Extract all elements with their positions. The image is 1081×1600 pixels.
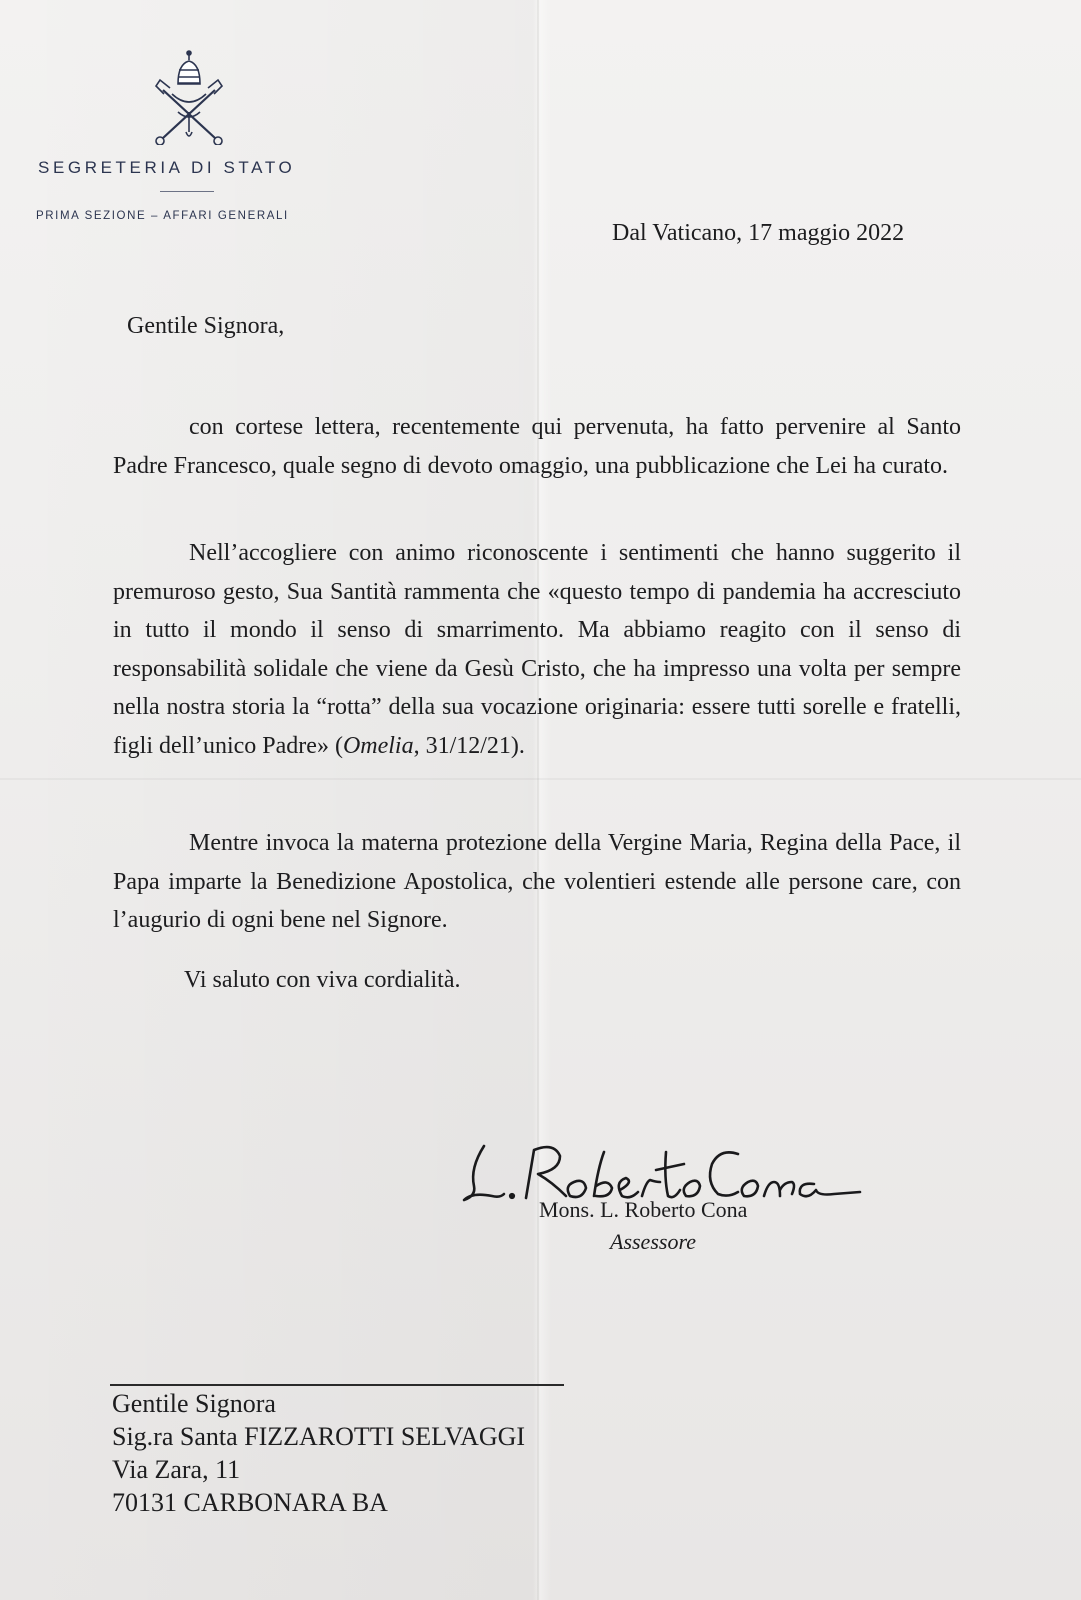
date-line: Dal Vaticano, 17 maggio 2022 [612, 220, 905, 246]
paragraph-2 [113, 534, 961, 765]
homily-citation: Omelia [342, 732, 414, 759]
signer-title: Assessore [610, 1229, 696, 1254]
recipient-line-4: 70131 CARBONARA BA [112, 1488, 388, 1517]
paper-fold-horizontal [0, 778, 1081, 780]
address-divider [110, 1384, 564, 1386]
paper-fold-vertical [537, 0, 539, 1600]
office-name: SEGRETERIA DI STATO [38, 158, 296, 177]
paragraph-2-text: Nell’accogliere con animo riconoscente i sentimenti che hanno suggerito il premuroso gesto, Sua Santità rammenta che «questo tempo di pandemia ha accresciuto in tutto il mondo il senso di smarrimento. Ma abbiamo reagito con il senso di responsabilità solidale che viene da Gesù Cristo, che ha impresso una volta per sempre nella nostra storia la “rotta” della sua vocazione originaria: essere tutti sorelle e fratelli, figli dell’unico Padre» ( [113, 540, 961, 759]
papal-coat-of-arms-icon [148, 50, 230, 145]
recipient-line-3: Via Zara, 11 [112, 1455, 241, 1484]
signer-name: Mons. L. Roberto Cona [539, 1197, 748, 1222]
recipient-line-2: Sig.ra Santa FIZZAROTTI SELVAGGI [112, 1422, 526, 1451]
citation-date: , 31/12/21). [413, 732, 525, 759]
paragraph-1: con cortese lettera, recentemente qui pervenuta, ha fatto pervenire al Santo Padre Francesco, quale segno di devoto omaggio, una pubblicazione che Lei ha curato. [113, 414, 961, 479]
letterhead-divider [160, 191, 214, 192]
paragraph-3: Mentre invoca la materna protezione della Vergine Maria, Regina della Pace, il Papa imparte la Benedizione Apostolica, che volentieri estende alle persone care, con l’augurio di ogni bene nel Signore. [113, 830, 961, 933]
salutation: Gentile Signora, [127, 313, 285, 339]
recipient-line-1: Gentile Signora [112, 1389, 276, 1418]
closing-line: Vi saluto con viva cordialità. [184, 967, 461, 993]
office-section: PRIMA SEZIONE – AFFARI GENERALI [36, 210, 289, 222]
recipient-address [112, 1387, 525, 1519]
